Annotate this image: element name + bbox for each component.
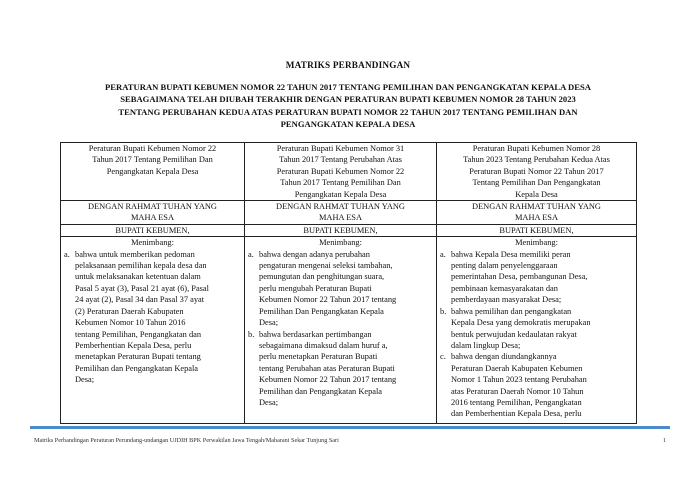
rahmat-cell [245, 201, 437, 225]
item-text [75, 249, 241, 386]
item-line: bahwa berdasarkan pertimbangan [259, 329, 372, 339]
menimbang-item [64, 249, 241, 386]
item-line: menetapkan Peraturan Bupati tentang [75, 352, 201, 362]
header-line: Tentang Pemilihan Dan Pengangkatan [472, 178, 601, 188]
rahmat-row [61, 201, 637, 225]
header-line: Pengangkatan Kepala Desa [294, 189, 387, 199]
item-line: Pemilihan Dan Pengangkatan Kepala [259, 306, 384, 316]
menimbang-label: Menimbang: [319, 238, 362, 248]
item-line: perlu menetapkan Peraturan Bupati [259, 352, 378, 362]
header-line: Tahun 2017 Tentang Pemilihan Dan [280, 178, 401, 188]
comparison-table [60, 142, 637, 424]
header-line: Tahun 2023 Tentang Perubahan Kedua Atas [463, 155, 610, 165]
item-line: pemungutan dan penghitungan suara, [259, 272, 385, 282]
header-line: Kepala Desa [515, 189, 558, 199]
document-title: MATRIKS PERBANDINGAN [285, 60, 411, 70]
item-line: (2) Peraturan Daerah Kabupaten [75, 306, 184, 316]
header-line: Peraturan Bupati Kebumen Nomor 28 [472, 144, 601, 153]
header-line: Peraturan Bupati Kebumen Nomor 31 [276, 144, 405, 153]
item-line: Peraturan Daerah Kabupaten Kebumen [451, 363, 583, 373]
item-line: bahwa untuk memberikan pedoman [75, 249, 195, 259]
rahmat-cell [61, 201, 245, 225]
rahmat-line: DENGAN RAHMAT TUHAN YANG [88, 202, 217, 212]
column-header [437, 143, 637, 201]
menimbang-items [440, 249, 633, 423]
rahmat-line: MAHA ESA [514, 213, 559, 223]
subtitle-line: PENGANGKATAN KEPALA DESA [280, 119, 416, 130]
item-line: Desa; [259, 318, 279, 328]
item-line: Pemilihan dan Pengangkatan Kepala [259, 386, 383, 396]
menimbang-items [248, 249, 433, 423]
item-line: pemerintahan Desa, pembangunan Desa, [451, 272, 588, 282]
item-line: bentuk perwujudan kedaulatan rakyat [451, 329, 577, 339]
rahmat-line: MAHA ESA [318, 213, 363, 223]
item-line: perlu mengubah Peraturan Bupati [259, 283, 372, 293]
item-line: Nomor 1 Tahun 2023 tentang Perubahan [451, 375, 587, 385]
document-subtitle [70, 81, 626, 131]
bupati-cell: BUPATI KEBUMEN, [245, 224, 437, 236]
rahmat-line: DENGAN RAHMAT TUHAN YANG [276, 202, 405, 212]
item-line: atas Peraturan Daerah Nomor 10 Tahun [451, 386, 584, 396]
menimbang-cell [61, 237, 245, 423]
item-line: Pemberhentian Kepala Desa, perlu [75, 340, 192, 350]
column-header [245, 143, 437, 201]
header-line: Peraturan Bupati Kebumen Nomor 22 [276, 166, 405, 176]
item-line: sebagaimana dimaksud dalam huruf a, [259, 340, 388, 350]
item-marker: b. [440, 306, 447, 316]
item-line: bahwa dengan adanya perubahan [259, 249, 370, 259]
item-line: dalam lingkup Desa; [451, 340, 521, 350]
subtitle-line: SEBAGAIMANA TELAH DIUBAH TERAKHIR DENGAN PERATURAN BUPATI KEBUMEN NOMOR 28 TAHUN 2023 [120, 94, 576, 105]
menimbang-cell [245, 237, 437, 423]
item-marker: a. [64, 249, 70, 259]
item-line: pembinaan kemasyarakatan dan [451, 283, 558, 293]
item-marker: a. [248, 249, 254, 259]
menimbang-item [440, 306, 633, 352]
item-text [259, 249, 433, 329]
footer-rule [30, 426, 670, 429]
bupati-cell: BUPATI KEBUMEN, [437, 224, 637, 236]
header-row [61, 143, 637, 201]
rahmat-line: DENGAN RAHMAT TUHAN YANG [472, 202, 601, 212]
menimbang-item [440, 351, 633, 419]
menimbang-row [61, 237, 637, 423]
header-line: Tahun 2017 Tentang Pemilihan Dan [92, 155, 213, 165]
item-line: Kebumen Nomor 22 Tahun 2017 tentang [259, 375, 397, 385]
item-line: pelaksanaan pemilihan kepala desa dan [75, 261, 207, 271]
bupati-cell: BUPATI KEBUMEN, [61, 224, 245, 236]
item-line: tentang Pemilihan, Pengangkatan dan [75, 329, 202, 339]
item-text [451, 249, 633, 306]
item-line: Desa; [75, 375, 95, 385]
item-text [451, 351, 633, 419]
page-number: 1 [662, 437, 666, 444]
header-line: Pengangkatan Kepala Desa [106, 166, 199, 176]
rahmat-cell [437, 201, 637, 225]
item-line: bahwa dengan diundangkannya [451, 352, 557, 362]
item-line: 24 ayat (2), Pasal 34 dan Pasal 37 ayat [75, 295, 205, 305]
menimbang-items [64, 249, 241, 423]
column-header [61, 143, 245, 201]
subtitle-line: PERATURAN BUPATI KEBUMEN NOMOR 22 TAHUN 2017 TENTANG PEMILIHAN DAN PENGANGKATAN KEPALA DESA [105, 82, 591, 92]
item-line: tentang Perubahan atas Peraturan Bupati [259, 363, 395, 373]
menimbang-item [440, 249, 633, 306]
item-text [259, 329, 433, 409]
bupati-row [61, 224, 637, 236]
item-line: Kebumen Nomor 22 Tahun 2017 tentang [259, 295, 397, 305]
item-line: penting dalam penyelenggaraan [451, 261, 558, 271]
footer-text: Matriks Perbandingan Peraturan Perundang-undangan UJDIH BPK Perwakilan Jawa Tengah/Maharani Sekar Tunjung Sari [34, 437, 339, 444]
item-line: bahwa pemilihan dan pengangkatan [451, 306, 572, 316]
menimbang-item [248, 329, 433, 409]
item-line: Pasal 5 ayat (3), Pasal 21 ayat (6), Pasal [75, 283, 209, 293]
item-marker: b. [248, 329, 255, 339]
item-line: Pemilihan dan Pengangkatan Kepala [75, 363, 199, 373]
item-line: Kebumen Nomor 10 Tahun 2016 [75, 318, 186, 328]
item-line: Desa; [259, 397, 279, 407]
rahmat-line: MAHA ESA [130, 213, 175, 223]
item-marker: c. [440, 352, 446, 362]
header-line: Tahun 2017 Tentang Perubahan Atas [279, 155, 402, 165]
menimbang-label: Menimbang: [131, 238, 174, 248]
item-line: pemberdayaan masyarakat Desa; [451, 295, 562, 305]
header-line: Peraturan Bupati Nomor 22 Tahun 2017 [469, 166, 604, 176]
menimbang-cell [437, 237, 637, 423]
menimbang-item [248, 249, 433, 329]
header-line: Peraturan Bupati Kebumen Nomor 22 [88, 144, 217, 153]
item-line: Kepala Desa yang demokratis merupakan [451, 318, 591, 328]
item-line: pengaturan mengenai seleksi tambahan, [259, 261, 393, 271]
item-line: 2016 tentang Pemilihan, Pengangkatan [451, 397, 582, 407]
subtitle-line: TENTANG PERUBAHAN KEDUA ATAS PERATURAN BUPATI NOMOR 22 TAHUN 2017 TENTANG PEMILIHAN DAN [118, 106, 578, 117]
item-marker: a. [440, 249, 446, 259]
item-line: untuk melaksanakan ketentuan dalam [75, 272, 201, 282]
item-line: bahwa Kepala Desa memiliki peran [451, 249, 571, 259]
menimbang-label: Menimbang: [515, 238, 558, 248]
item-line: dan Pemberhentian Kepala Desa, perlu [451, 409, 582, 419]
item-text [451, 306, 633, 352]
